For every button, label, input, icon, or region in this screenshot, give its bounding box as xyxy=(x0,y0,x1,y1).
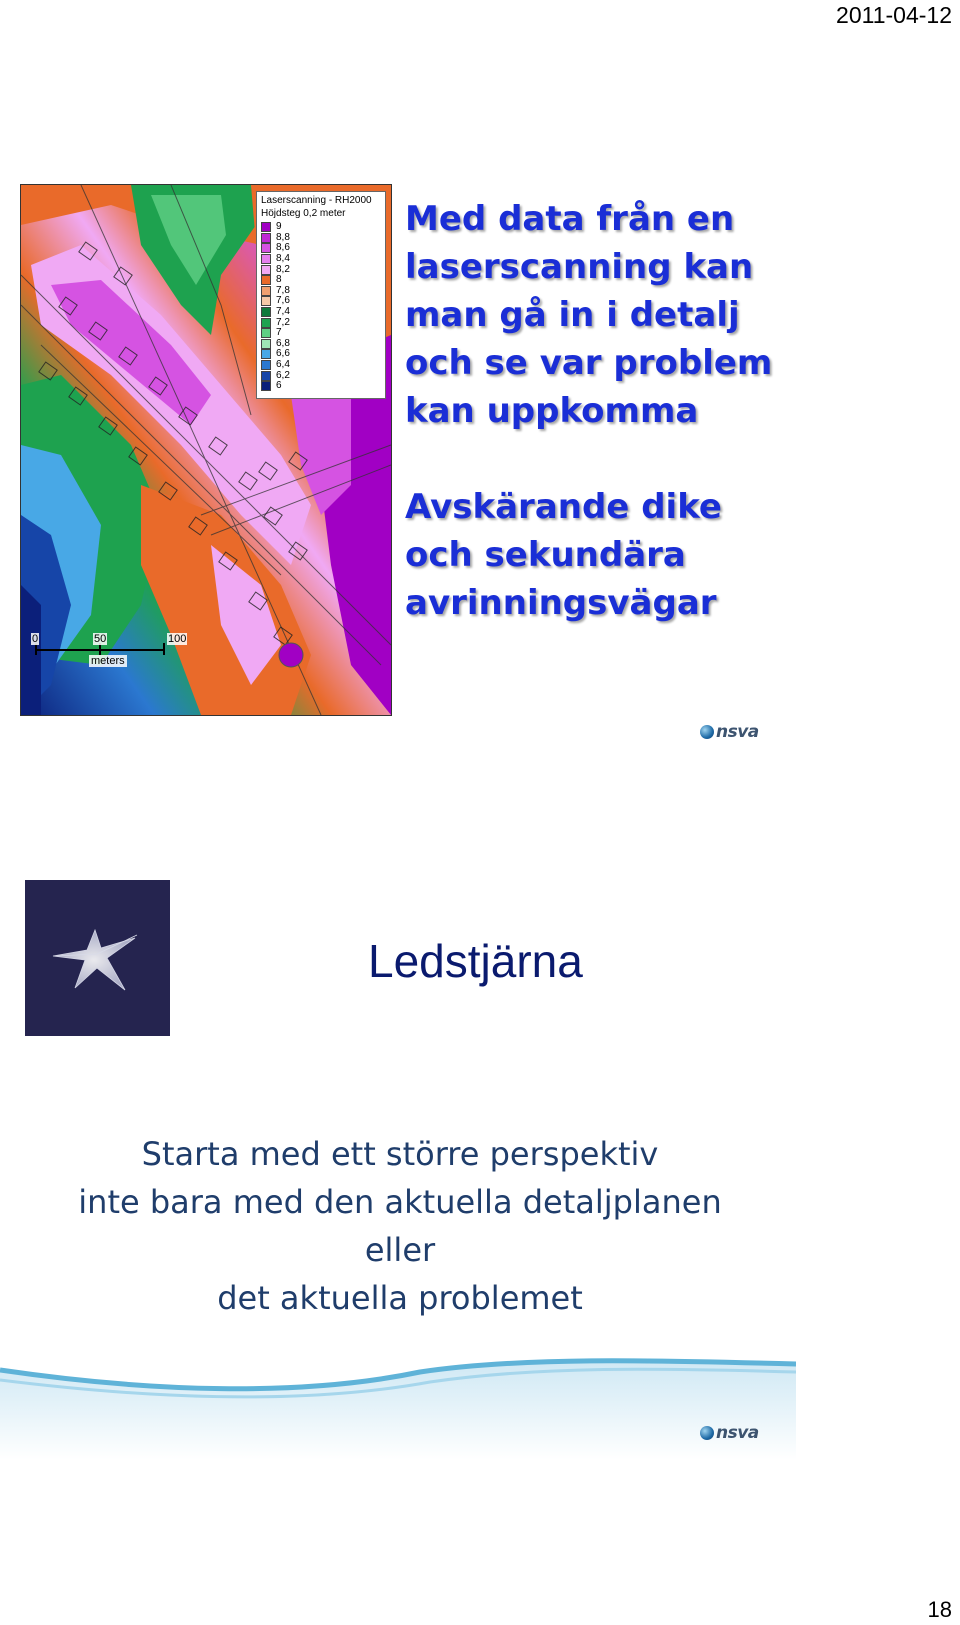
legend-swatch xyxy=(261,381,271,391)
legend-label: 6,6 xyxy=(276,348,290,360)
heading-line: laserscanning kan xyxy=(405,247,754,287)
legend-item xyxy=(261,328,381,339)
legend-swatch xyxy=(261,349,271,359)
body-line: inte bara med den aktuella detaljplanen xyxy=(78,1183,722,1221)
logo-text: nsva xyxy=(716,1423,759,1443)
star-image xyxy=(25,880,170,1036)
legend-swatch xyxy=(261,265,271,275)
legend-label: 7,6 xyxy=(276,295,290,307)
legend-label: 7,4 xyxy=(276,306,290,318)
legend-swatch xyxy=(261,222,271,232)
legend-item xyxy=(261,254,381,265)
logo-text: nsva xyxy=(716,722,759,742)
legend-item xyxy=(261,360,381,371)
legend-label: 8,6 xyxy=(276,242,290,254)
subheading-line: avrinningsvägar xyxy=(405,583,717,623)
map-legend xyxy=(256,191,386,399)
legend-label: 8,8 xyxy=(276,231,290,243)
scale-label-0: 0 xyxy=(32,633,39,645)
legend-label: 7,8 xyxy=(276,284,290,296)
legend-label: 6 xyxy=(276,380,282,392)
body-line: Starta med ett större perspektiv xyxy=(141,1135,659,1173)
legend-label: 9 xyxy=(276,221,282,233)
body-line: det aktuella problemet xyxy=(217,1279,583,1317)
star-icon xyxy=(25,880,170,1036)
legend-label: 8,2 xyxy=(276,263,290,275)
legend-rows xyxy=(261,222,381,392)
globe-icon xyxy=(700,725,714,739)
legend-swatch xyxy=(261,318,271,328)
heading-line: och se var problem xyxy=(405,343,773,383)
legend-item xyxy=(261,222,381,233)
legend-subtitle: Höjdsteg 0,2 meter xyxy=(261,208,346,219)
elevation-map xyxy=(20,184,392,716)
scale-unit: meters xyxy=(91,655,125,667)
body-line: eller xyxy=(364,1231,436,1269)
heading-line: man gå in i detalj xyxy=(405,295,740,335)
legend-swatch xyxy=(261,296,271,306)
slide2-title: Ledstjärna xyxy=(368,935,583,987)
page-number: 18 xyxy=(927,1597,952,1622)
legend-swatch xyxy=(261,371,271,381)
scale-bar xyxy=(31,633,201,681)
legend-title: Laserscanning - RH2000 xyxy=(261,195,372,206)
legend-swatch xyxy=(261,254,271,264)
scale-tick xyxy=(163,643,165,655)
slide1-heading xyxy=(405,195,825,627)
heading-line: Med data från en xyxy=(405,199,735,239)
globe-icon xyxy=(700,1426,714,1440)
legend-swatch xyxy=(261,360,271,370)
nsva-logo xyxy=(700,722,759,742)
legend-swatch xyxy=(261,307,271,317)
legend-label: 7,2 xyxy=(276,316,290,328)
subheading-line: och sekundära xyxy=(405,535,686,575)
legend-swatch xyxy=(261,339,271,349)
legend-swatch xyxy=(261,286,271,296)
legend-swatch xyxy=(261,243,271,253)
legend-label: 7 xyxy=(276,327,282,339)
legend-label: 8,4 xyxy=(276,253,290,265)
legend-item xyxy=(261,307,381,318)
nsva-logo xyxy=(700,1423,759,1443)
legend-label: 8 xyxy=(276,274,282,286)
document-date: 2011-04-12 xyxy=(836,2,952,28)
slide2-body xyxy=(0,1130,800,1322)
scale-label-50: 50 xyxy=(94,633,107,645)
scale-label-100: 100 xyxy=(168,633,187,645)
legend-swatch xyxy=(261,233,271,243)
footer-wave xyxy=(0,1352,796,1460)
legend-item xyxy=(261,381,381,392)
legend-label: 6,8 xyxy=(276,337,290,349)
legend-label: 6,4 xyxy=(276,359,290,371)
legend-item xyxy=(261,275,381,286)
legend-swatch xyxy=(261,328,271,338)
heading-line: kan uppkomma xyxy=(405,391,699,431)
legend-label: 6,2 xyxy=(276,369,290,381)
subheading-line: Avskärande dike xyxy=(405,487,722,527)
legend-swatch xyxy=(261,275,271,285)
